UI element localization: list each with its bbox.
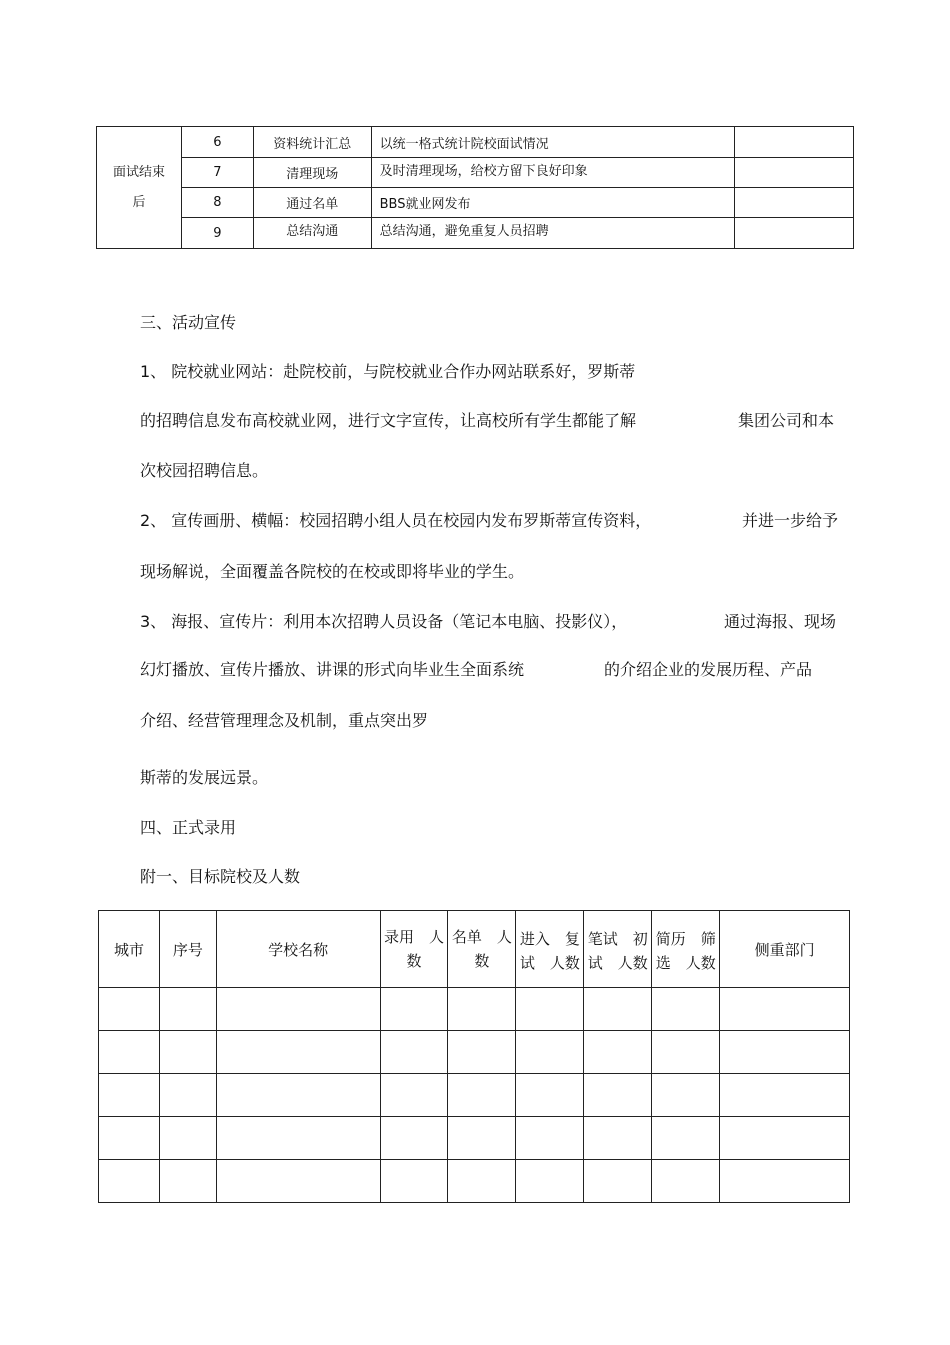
header-city: 城市 <box>99 911 160 988</box>
interview-after-table <box>96 126 854 249</box>
header-written-b: 试 人数 <box>587 954 648 972</box>
cell <box>720 988 850 1031</box>
cell <box>380 1160 448 1203</box>
row-desc: 及时清理现场，给校方留下良好印象 <box>371 158 735 188</box>
row-item: 清理现场 <box>253 158 371 188</box>
cell <box>380 1117 448 1160</box>
header-school: 学校名称 <box>216 911 380 988</box>
cell <box>652 1031 720 1074</box>
p3-line4: 斯蒂的发展远景。 <box>140 768 269 787</box>
cell <box>448 1031 516 1074</box>
header-list <box>448 911 516 988</box>
row-note <box>735 188 854 218</box>
p1-line3: 次校园招聘信息。 <box>140 461 269 480</box>
cell <box>99 1117 160 1160</box>
row-desc: 以统一格式统计院校面试情况 <box>371 127 735 158</box>
cell <box>380 1031 448 1074</box>
section4-heading: 四、正式录用 <box>140 818 237 837</box>
table-row <box>97 188 854 218</box>
p3-line2b: 的介绍企业的发展历程、产品 <box>604 660 813 679</box>
header-hire <box>380 911 448 988</box>
row-item: 总结沟通 <box>253 218 371 249</box>
cell <box>584 988 652 1031</box>
group-label <box>97 127 182 249</box>
row-no: 8 <box>181 188 253 218</box>
cell <box>216 1031 380 1074</box>
table-row <box>99 1074 850 1117</box>
cell <box>516 1031 584 1074</box>
p2-line1a: 2、 宣传画册、横幅：校园招聘小组人员在校园内发布罗斯蒂宣传资料， <box>140 511 652 530</box>
cell <box>652 988 720 1031</box>
cell <box>99 1160 160 1203</box>
table-row <box>99 1031 850 1074</box>
p3-line1b: 通过海报、现场 <box>724 612 837 631</box>
table-row <box>99 1117 850 1160</box>
cell <box>448 1117 516 1160</box>
cell <box>99 1074 160 1117</box>
p1-line1: 1、 院校就业网站：赴院校前，与院校就业合作办网站联系好，罗斯蒂 <box>140 362 636 381</box>
header-written <box>584 911 652 988</box>
cell <box>720 1160 850 1203</box>
cell <box>99 988 160 1031</box>
cell <box>516 988 584 1031</box>
target-schools-table <box>98 910 850 1203</box>
cell <box>216 1074 380 1117</box>
row-no: 9 <box>181 218 253 249</box>
cell <box>652 1074 720 1117</box>
group-label-line2: 后 <box>132 194 146 210</box>
table-row <box>97 127 854 158</box>
header-dept: 侧重部门 <box>720 911 850 988</box>
p3-line1a: 3、 海报、宣传片：利用本次招聘人员设备（笔记本电脑、投影仪）， <box>140 612 628 631</box>
cell <box>584 1031 652 1074</box>
cell <box>652 1117 720 1160</box>
group-label-line1: 面试结束 <box>112 164 165 180</box>
header-resume <box>652 911 720 988</box>
cell <box>159 1074 216 1117</box>
header-hire-b: 数 <box>406 952 422 970</box>
cell <box>380 988 448 1031</box>
cell <box>584 1117 652 1160</box>
cell <box>516 1117 584 1160</box>
header-resume-b: 选 人数 <box>655 954 716 972</box>
cell <box>516 1160 584 1203</box>
header-retest <box>516 911 584 988</box>
table-row <box>99 1160 850 1203</box>
p2-line1b: 并进一步给予 <box>742 511 839 530</box>
cell <box>448 988 516 1031</box>
cell <box>448 1160 516 1203</box>
cell <box>720 1117 850 1160</box>
cell <box>159 988 216 1031</box>
cell <box>584 1074 652 1117</box>
p1-line2a: 的招聘信息发布高校就业网，进行文字宣传，让高校所有学生都能了解 <box>140 411 637 430</box>
appendix-heading: 附一、目标院校及人数 <box>140 867 301 886</box>
header-hire-a: 录用 人 <box>384 928 445 946</box>
header-written-a: 笔试 初 <box>587 930 648 948</box>
cell <box>159 1117 216 1160</box>
row-no: 7 <box>181 158 253 188</box>
cell <box>380 1074 448 1117</box>
header-resume-a: 简历 筛 <box>655 930 716 948</box>
row-desc: BBS就业网发布 <box>371 188 735 218</box>
section3-heading: 三、活动宣传 <box>140 313 237 332</box>
row-no: 6 <box>181 127 253 158</box>
cell <box>159 1031 216 1074</box>
p2-line2: 现场解说，全面覆盖各院校的在校或即将毕业的学生。 <box>140 562 525 581</box>
p1-line2b: 集团公司和本 <box>738 411 835 430</box>
p3-line3: 介绍、经营管理理念及机制，重点突出罗 <box>140 711 429 730</box>
row-note <box>735 158 854 188</box>
cell <box>652 1160 720 1203</box>
row-item: 资料统计汇总 <box>253 127 371 158</box>
p3-line2a: 幻灯播放、宣传片播放、讲课的形式向毕业生全面系统 <box>140 660 525 679</box>
cell <box>216 988 380 1031</box>
header-retest-b: 试 人数 <box>519 954 580 972</box>
cell <box>720 1074 850 1117</box>
row-note <box>735 218 854 249</box>
header-seq: 序号 <box>159 911 216 988</box>
cell <box>216 1160 380 1203</box>
header-row <box>99 911 850 988</box>
row-note <box>735 127 854 158</box>
row-item: 通过名单 <box>253 188 371 218</box>
cell <box>216 1117 380 1160</box>
header-retest-a: 进入 复 <box>519 930 580 948</box>
cell <box>159 1160 216 1203</box>
cell <box>720 1031 850 1074</box>
cell <box>516 1074 584 1117</box>
cell <box>584 1160 652 1203</box>
table-row <box>97 158 854 188</box>
row-desc: 总结沟通，避免重复人员招聘 <box>371 218 735 249</box>
table-row <box>97 218 854 249</box>
cell <box>99 1031 160 1074</box>
header-list-a: 名单 人 <box>451 928 512 946</box>
header-list-b: 数 <box>474 952 490 970</box>
cell <box>448 1074 516 1117</box>
table-row <box>99 988 850 1031</box>
